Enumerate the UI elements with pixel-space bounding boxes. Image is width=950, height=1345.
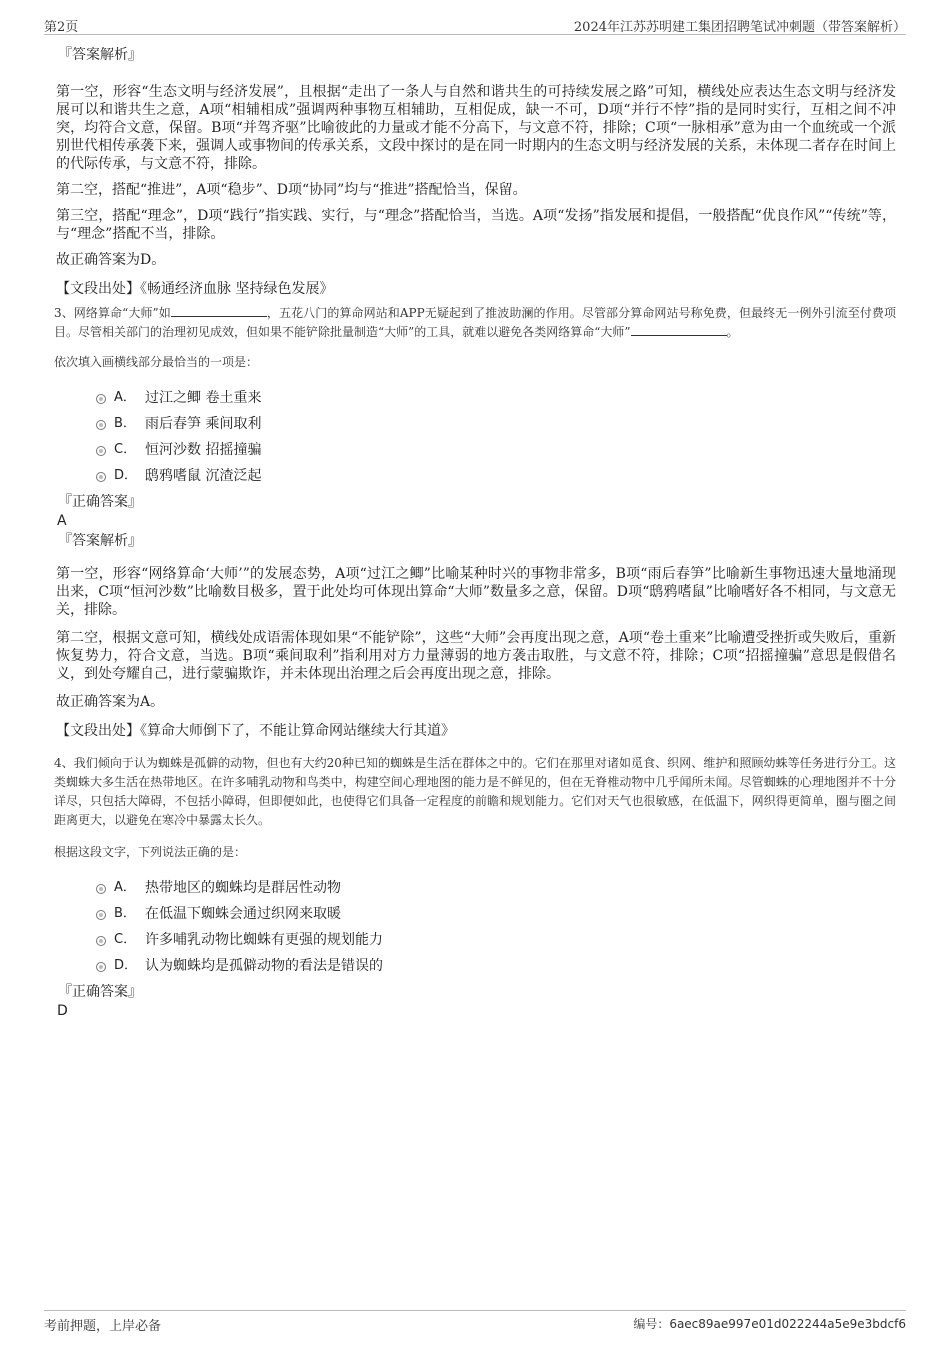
page-footer [44,1310,906,1333]
question-3-prompt: 依次填入画横线部分最恰当的一项是： [54,355,259,369]
document-title: 2024年江苏苏明建工集团招聘笔试冲刺题（带答案解析） [573,20,906,35]
question-4-options [96,877,896,981]
source-citation: 【文段出处】《畅通经济血脉 坚持绿色发展》 [56,281,334,297]
radio-button[interactable] [96,446,106,456]
page-number: 第2页 [44,20,79,35]
footer-slogan: 考前押题，上岸必备 [44,1319,162,1334]
analysis-paragraph: 第二空，搭配“推进”，A项“稳步”、D项“协同”均与“推进”搭配恰当，保留。 [56,182,527,198]
analysis-conclusion: 故正确答案为A。 [56,694,165,710]
question-4-prompt: 根据这段文字，下列说法正确的是： [54,845,247,859]
radio-button[interactable] [96,420,106,430]
fill-blank [171,304,267,317]
source-citation: 【文段出处】《算命大师倒下了，不能让算命网站继续大行其道》 [56,723,455,739]
document-id: 编号：6aec89ae997e01d022244a5e9e3bdcf6 [633,1317,906,1331]
analysis-conclusion: 故正确答案为D。 [56,252,166,268]
analysis-paragraph: 第二空，根据文意可知，横线处成语需体现如果“不能铲除”，这些“大师”会再度出现之意，A项“卷土重来”比喻遭受挫折或失败后，重新恢复势力，符合文意，当选。B项“乘间取利”指利用对方力量薄弱的地方袭击取胜，与文意不符，排除；C项“招摇撞骗”意思是假借名义，到处夸耀自己，进行蒙骗欺诈，并未体现出治理之后会再度出现之意，排除。 [56,630,896,682]
question-3-text: 3、网络算命“大师”如 ，五花八门的算命网站和APP无疑起到了推波助澜的作用。尽管部分算命网站号称免费，但最终无一例外引流至付费项目。尽管相关部门的治理初见成效，但如果不能铲除批量制造“大师”的工具，就难以避免各类网络算命“大师” 。 [54,306,896,339]
question-4-text: 4、我们倾向于认为蜘蛛是孤僻的动物，但也有大约20种已知的蜘蛛是生活在群体之中的。它们在那里对诸如觅食、织网、维护和照顾幼蛛等任务进行分工。这类蜘蛛大多生活在热带地区。在许多哺乳动物和鸟类中，构建空间心理地图的能力是不鲜见的，但在无脊椎动物中几乎闻所未闻。尽管蜘蛛的心理地图并不十分详尽，只包括大障碍，不包括小障碍，但即便如此，也使得它们具备一定程度的前瞻和规划能力。它们对天气也很敏感，在低温下，网织得更简单，圈与圈之间距离更大，以避免在寒冷中暴露太长久。 [54,756,896,827]
option-b[interactable]: B． 雨后春笋 乘间取利 [96,413,896,439]
radio-button[interactable] [96,394,106,404]
correct-answer-label: 『正确答案』 [58,984,142,1000]
correct-answer: A [57,513,67,529]
analysis-paragraph: 第三空，搭配“理念”，D项“践行”指实践、实行，与“理念”搭配恰当，当选。A项“发扬”指发展和提倡，一般搭配“优良作风”“传统”等，与“理念”搭配不当，排除。 [56,208,896,242]
page-header [44,14,906,35]
fill-blank [631,323,727,336]
correct-answer: D [57,1003,68,1019]
option-a[interactable]: A． 过江之鲫 卷土重来 [96,387,896,413]
option-d[interactable]: D． 认为蜘蛛均是孤僻动物的看法是错误的 [96,955,896,981]
option-a[interactable]: A． 热带地区的蜘蛛均是群居性动物 [96,877,896,903]
radio-button[interactable] [96,884,106,894]
analysis-label: 『答案解析』 [58,533,142,549]
radio-button[interactable] [96,910,106,920]
document-body [56,46,896,1020]
question-3-options [96,387,896,491]
analysis-label: 『答案解析』 [58,47,142,63]
analysis-paragraph: 第一空，形容“生态文明与经济发展”，且根据“走出了一条人与自然和谐共生的可持续发展之路”可知，横线处应表达生态文明与经济发展可以和谐共生之意，A项“相辅相成”强调两种事物互相辅助，互相促成，缺一不可，D项“并行不悖”指的是同时实行，互相之间不冲突，均符合文意，保留。B项“并驾齐驱”比喻彼此的力量或才能不分高下，与文意不符，排除；C项“一脉相承”意为由一个血统或一个派别世代相传承袭下来，强调人或事物间的传承关系，文段中探讨的是在同一时期内的生态文明与经济发展的关系，未体现二者存在时间上的代际传承，与文意不符，排除。 [56,84,896,172]
radio-button[interactable] [96,936,106,946]
analysis-paragraph: 第一空，形容“网络算命‘大师’”的发展态势，A项“过江之鲫”比喻某种时兴的事物非常多，B项“雨后春笋”比喻新生事物迅速大量地涌现出来，C项“恒河沙数”比喻数目极多，置于此处均可体现出算命“大师”数量多之意，保留。D项“鸱鸦嗜鼠”比喻嗜好各不相同，与文意无关，排除。 [56,566,896,618]
option-c[interactable]: C． 许多哺乳动物比蜘蛛有更强的规划能力 [96,929,896,955]
option-d[interactable]: D． 鸱鸦嗜鼠 沉渣泛起 [96,465,896,491]
radio-button[interactable] [96,962,106,972]
radio-button[interactable] [96,472,106,482]
option-c[interactable]: C． 恒河沙数 招摇撞骗 [96,439,896,465]
option-b[interactable]: B． 在低温下蜘蛛会通过织网来取暖 [96,903,896,929]
correct-answer-label: 『正确答案』 [58,494,142,510]
